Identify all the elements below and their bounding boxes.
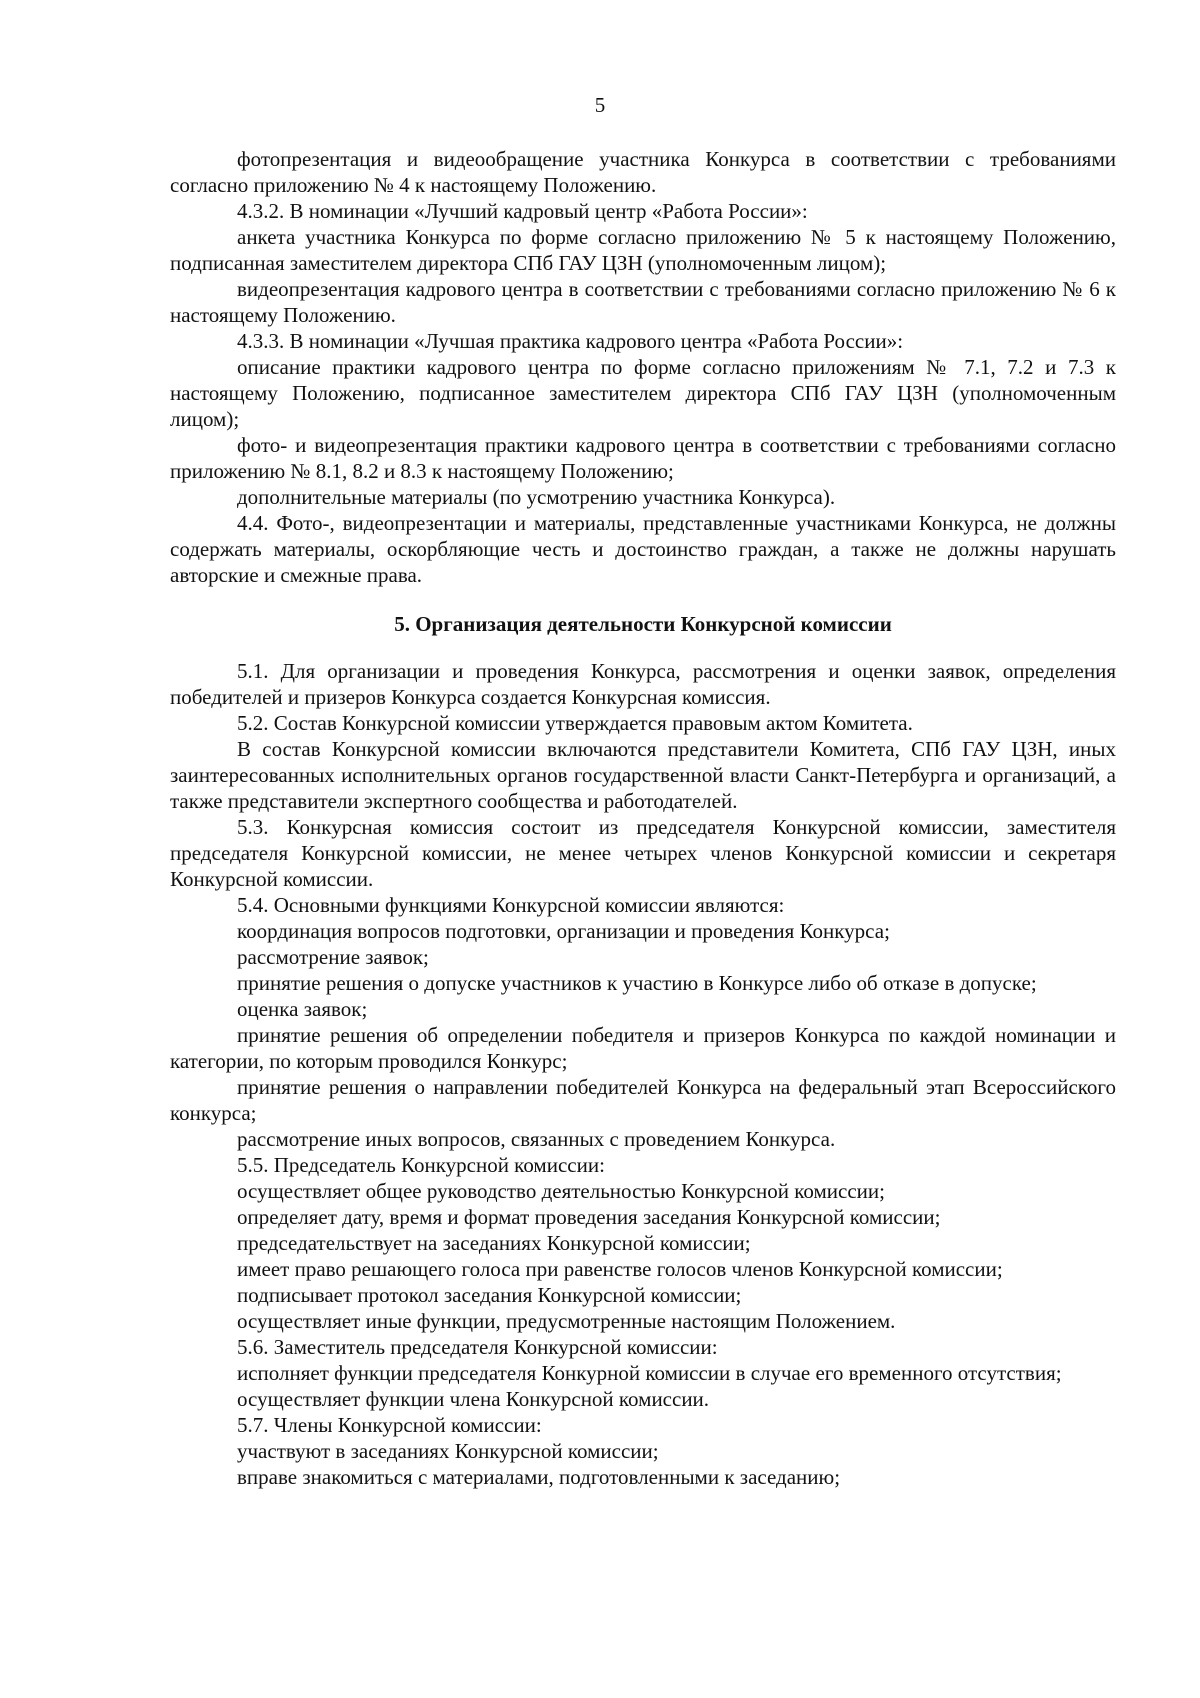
paragraph: 4.3.2. В номинации «Лучший кадровый центр «Работа России»:	[237, 199, 808, 223]
paragraph: осуществляет иные функции, предусмотренные настоящим Положением.	[237, 1309, 896, 1333]
paragraph: осуществляет функции члена Конкурсной комиссии.	[237, 1387, 710, 1411]
paragraph: имеет право решающего голоса при равенстве голосов членов Конкурсной комиссии;	[237, 1257, 1003, 1281]
paragraph: рассмотрение иных вопросов, связанных с проведением Конкурса.	[237, 1127, 836, 1151]
paragraph: 5.7. Члены Конкурсной комиссии:	[237, 1413, 542, 1437]
paragraph: фото- и видеопрезентация практики кадрового центра в соответствии с требованиями согласно приложению № 8.1, 8.2 и 8.3 к настоящему Положению;	[170, 433, 1116, 483]
paragraph: 5.5. Председатель Конкурсной комиссии:	[237, 1153, 605, 1177]
paragraph: принятие решения об определении победителя и призеров Конкурса по каждой номинации и категории, по которым проводился Конкурс;	[170, 1023, 1116, 1073]
paragraph: видеопрезентация кадрового центра в соответствии с требованиями согласно приложению № 6 к настоящему Положению.	[170, 277, 1116, 327]
paragraph: подписывает протокол заседания Конкурсной комиссии;	[237, 1283, 742, 1307]
paragraph: вправе знакомиться с материалами, подготовленными к заседанию;	[237, 1465, 841, 1489]
paragraph: принятие решения о направлении победителей Конкурса на федеральный этап Всероссийского конкурса;	[170, 1075, 1116, 1125]
paragraph: 4.3.3. В номинации «Лучшая практика кадрового центра «Работа России»:	[237, 329, 904, 353]
paragraph: исполняет функции председателя Конкурной комиссии в случае его временного отсутствия;	[237, 1361, 1062, 1385]
paragraph: 5.1. Для организации и проведения Конкурса, рассмотрения и оценки заявок, определения победителей и призеров Конкурса создается Конкурсная комиссия.	[170, 659, 1116, 709]
paragraph: 5.4. Основными функциями Конкурсной комиссии являются:	[237, 893, 785, 917]
paragraph: 4.4. Фото-, видеопрезентации и материалы, представленные участниками Конкурса, не должны содержать материалы, оскорбляющие честь и достоинство граждан, а также не должны нарушать авторские и смежные права.	[170, 511, 1116, 587]
paragraph: координация вопросов подготовки, организации и проведения Конкурса;	[237, 919, 890, 943]
paragraph: описание практики кадрового центра по форме согласно приложениям № 7.1, 7.2 и 7.3 к настоящему Положению, подписанное заместителем директора СПб ГАУ ЦЗН (уполномоченным лицом);	[170, 355, 1116, 431]
paragraph: осуществляет общее руководство деятельностью Конкурсной комиссии;	[237, 1179, 885, 1203]
document-body	[170, 146, 1116, 1490]
section-title: 5. Организация деятельности Конкурсной комиссии	[394, 612, 892, 636]
paragraph: дополнительные материалы (по усмотрению участника Конкурса).	[237, 485, 836, 509]
paragraph: 5.6. Заместитель председателя Конкурсной комиссии:	[237, 1335, 718, 1359]
paragraph: оценка заявок;	[237, 997, 368, 1021]
paragraph: рассмотрение заявок;	[237, 945, 429, 969]
paragraph: В состав Конкурсной комиссии включаются представители Комитета, СПб ГАУ ЦЗН, иных заинтересованных исполнительных органов государственной власти Санкт-Петербурга и организаций, а также представители экспертного сообщества и работодателей.	[170, 737, 1116, 813]
paragraph: 5.2. Состав Конкурсной комиссии утверждается правовым актом Комитета.	[237, 711, 913, 735]
paragraph: фотопрезентация и видеообращение участника Конкурса в соответствии с требованиями согласно приложению № 4 к настоящему Положению.	[170, 147, 1116, 197]
paragraph: 5.3. Конкурсная комиссия состоит из председателя Конкурсной комиссии, заместителя председателя Конкурсной комиссии, не менее четырех членов Конкурсной комиссии и секретаря Конкурсной комиссии.	[170, 815, 1116, 891]
paragraph: председательствует на заседаниях Конкурсной комиссии;	[237, 1231, 751, 1255]
paragraph: участвуют в заседаниях Конкурсной комиссии;	[237, 1439, 659, 1463]
paragraph: анкета участника Конкурса по форме согласно приложению № 5 к настоящему Положению, подписанная заместителем директора СПб ГАУ ЦЗН (уполномоченным лицом);	[170, 225, 1116, 275]
page-number: 5	[594, 93, 606, 117]
paragraph: определяет дату, время и формат проведения заседания Конкурсной комиссии;	[237, 1205, 941, 1229]
paragraph: принятие решения о допуске участников к участию в Конкурсе либо об отказе в допуске;	[237, 971, 1037, 995]
